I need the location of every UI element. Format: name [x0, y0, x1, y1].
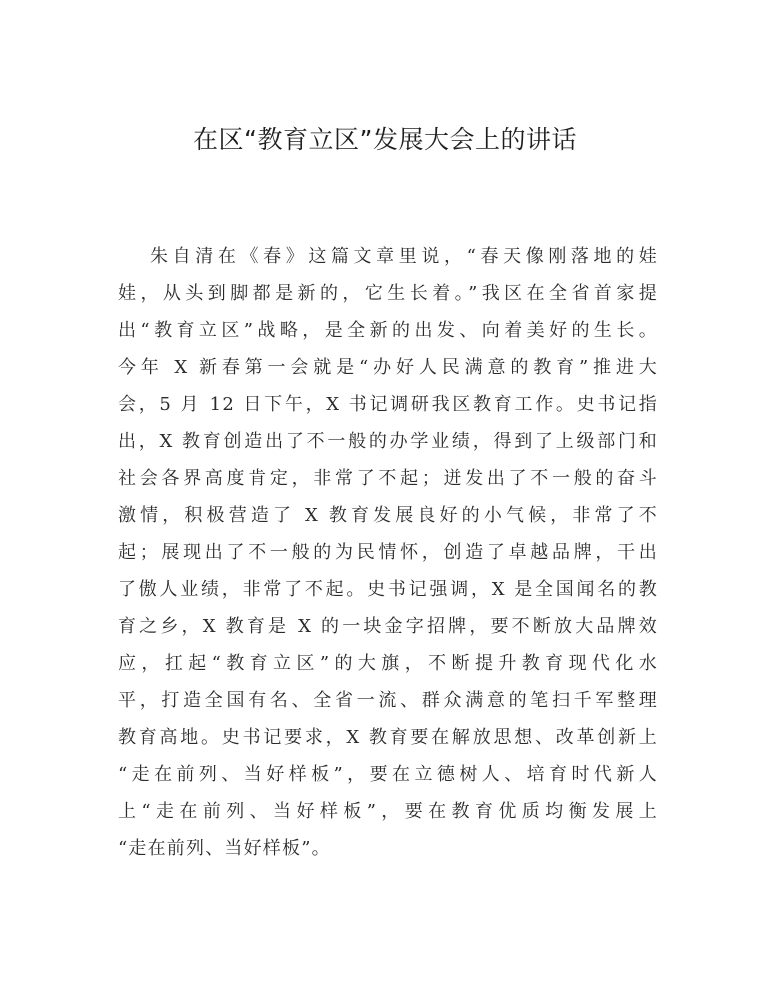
body-paragraph: [118, 238, 658, 867]
paragraph-line: 育之乡，X 教育是 X 的一块金字招牌，要不断放大品牌效: [118, 616, 658, 637]
paragraph-line: 朱自清在《春》这篇文章里说，“春天像刚落地的娃: [150, 246, 658, 267]
paragraph-line: 激情，积极营造了 X 教育发展良好的小气候，非常了不: [118, 505, 658, 526]
paragraph-line: 社会各界高度肯定，非常了不起；迸发出了不一般的奋斗: [118, 468, 658, 489]
paragraph-line: 出“教育立区”战略，是全新的出发、向着美好的生长。: [118, 320, 658, 341]
paragraph-line: “走在前列、当好样板”。: [118, 838, 331, 859]
paragraph-line: 会，5 月 12 日下午，X 书记调研我区教育工作。史书记指: [118, 394, 658, 415]
paragraph-line: 了傲人业绩，非常了不起。史书记强调，X 是全国闻名的教: [118, 579, 658, 600]
paragraph-line: “走在前列、当好样板”，要在立德树人、培育时代新人: [118, 764, 658, 785]
paragraph-line: 上“走在前列、当好样板”，要在教育优质均衡发展上: [118, 801, 658, 822]
paragraph-line: 平，打造全国有名、全省一流、群众满意的笔扫千军整理: [118, 690, 658, 711]
paragraph-line: 起；展现出了不一般的为民情怀，创造了卓越品牌，干出: [118, 542, 658, 563]
document-title: 在区“教育立区”发展大会上的讲话: [193, 125, 577, 154]
paragraph-line: 应，扛起“教育立区”的大旗，不断提升教育现代化水: [118, 653, 658, 674]
paragraph-line: 今年 X 新春第一会就是“办好人民满意的教育”推进大: [118, 357, 658, 378]
paragraph-line: 教育高地。史书记要求，X 教育要在解放思想、改革创新上: [118, 727, 658, 748]
paragraph-line: 娃，从头到脚都是新的，它生长着。”我区在全省首家提: [118, 283, 658, 304]
paragraph-line: 出，X 教育创造出了不一般的办学业绩，得到了上级部门和: [118, 431, 658, 452]
